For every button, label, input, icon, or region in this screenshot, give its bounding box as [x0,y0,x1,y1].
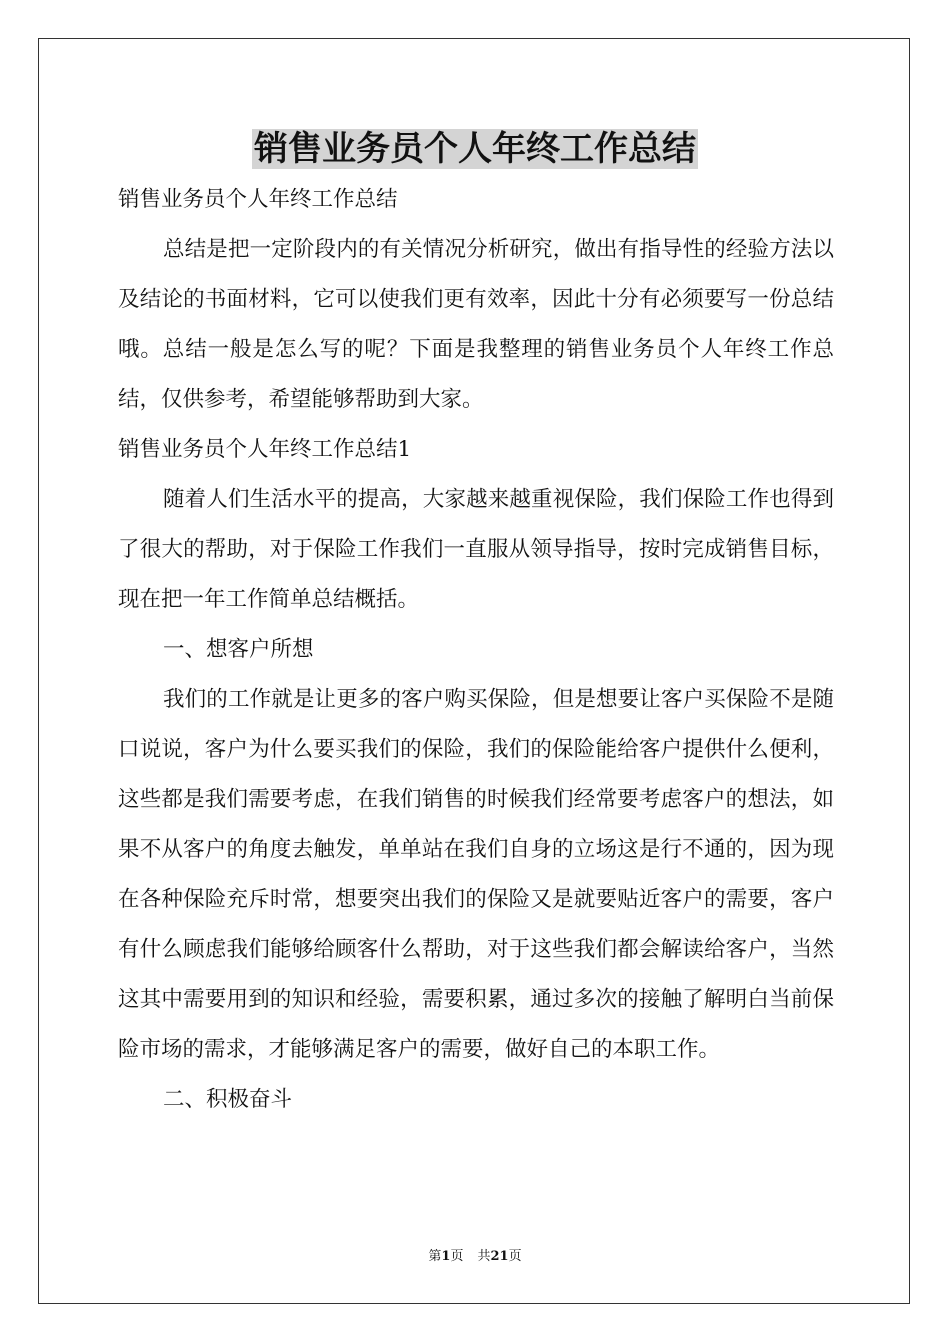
page-footer [0,1247,950,1267]
paragraph-heading-two: 二、积极奋斗 [163,1087,293,1112]
document-title-text: 销售业务员个人年终工作总结 [254,129,696,169]
paragraph-heading-one: 一、想客户所想 [163,637,314,662]
total-prefix: 共 [477,1249,491,1264]
total-suffix: 页 [508,1249,522,1264]
page-suffix: 页 [450,1249,464,1264]
page-number: 1 [441,1249,451,1264]
document-title [0,124,950,174]
page-prefix: 第 [428,1249,442,1264]
total-pages: 21 [490,1249,509,1264]
paragraph-body: 我们的工作就是让更多的客户购买保险，但是想要让客户买保险不是随口说说，客户为什么要买我们的保险，我们的保险能给客户提供什么便利，这些都是我们需要考虑，在我们销售的时候我们经常要考虑客户的想法，如果不从客户的角度去触发，单单站在我们自身的立场这是行不通的，因为现在各种保险充斥时常，想要突出我们的保险又是就要贴近客户的需要，客户有什么顾虑我们能够给顾客什么帮助，对于这些我们都会解读给客户，当然这其中需要用到的知识和经验，需要积累，通过多次的接触了解明白当前保险市场的需求，才能够满足客户的需要，做好自己的本职工作。 [118,687,834,1062]
paragraph-intro: 总结是把一定阶段内的有关情况分析研究，做出有指导性的经验方法以及结论的书面材料，它可以使我们更有效率，因此十分有必须要写一份总结哦。总结一般是怎么写的呢？下面是我整理的销售业务员个人年终工作总结，仅供参考，希望能够帮助到大家。 [118,237,834,412]
document-body [118,175,834,1125]
paragraph-section-heading: 销售业务员个人年终工作总结1 [118,437,412,462]
paragraph-body: 随着人们生活水平的提高，大家越来越重视保险，我们保险工作也得到了很大的帮助，对于保险工作我们一直服从领导指导，按时完成销售目标，现在把一年工作简单总结概括。 [118,487,834,612]
paragraph-subtitle: 销售业务员个人年终工作总结 [118,187,398,212]
